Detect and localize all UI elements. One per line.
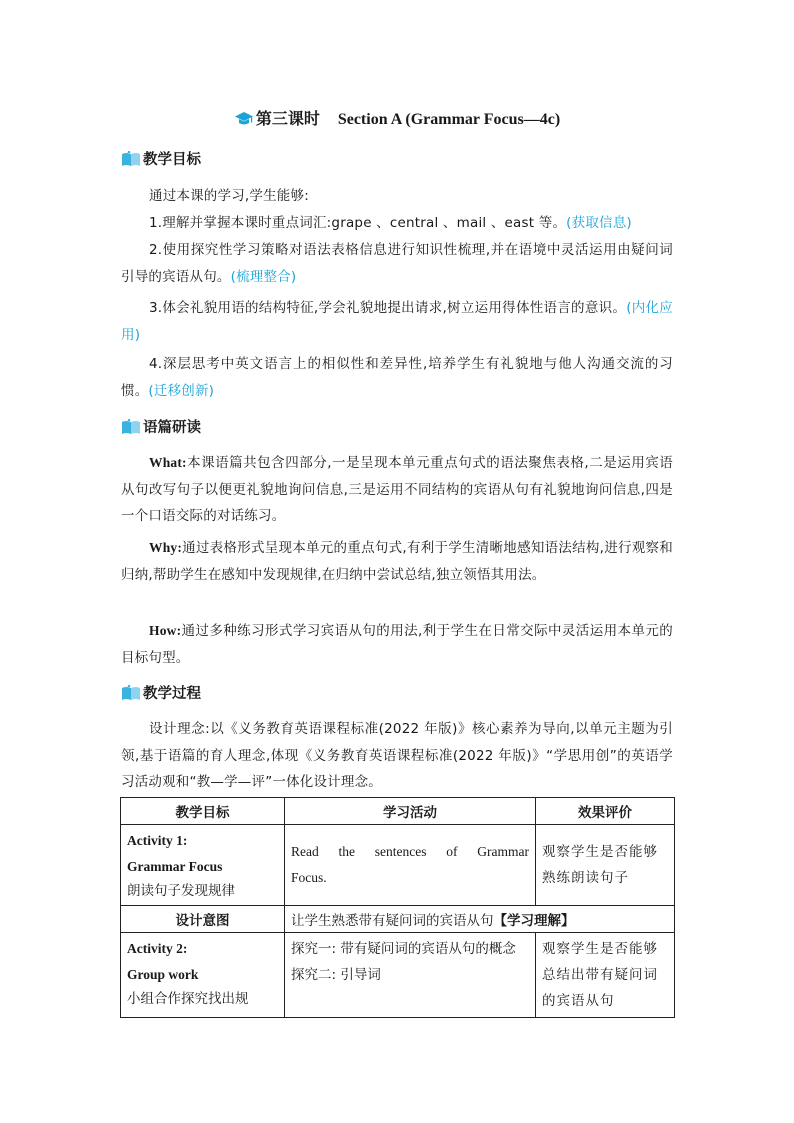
lesson-plan-table: [120, 797, 675, 1018]
what-label: What:: [149, 455, 187, 470]
goal-item-2: 2.使用探究性学习策略对语法表格信息进行知识性梳理,并在语境中灵活运用由疑问词引导的宾语从句。(梳理整合): [121, 242, 673, 285]
header-evaluation: 效果评价: [536, 798, 675, 825]
lesson-number: 第三课时: [255, 111, 320, 128]
section-name: Section A (Grammar Focus—4c): [337, 111, 561, 128]
goal-tag-3: (内化应用): [121, 300, 673, 343]
goal-item-4: 4.深层思考中英文语言上的相似性和差异性,培养学生有礼貌地与他人沟通交流的习惯。(迁移创新): [121, 356, 673, 399]
table-row: [121, 825, 675, 906]
why-label: Why:: [149, 540, 183, 555]
how-label: How:: [149, 623, 182, 638]
goal-tag-1: (获取信息): [566, 215, 632, 231]
process-heading: 教学过程: [121, 682, 201, 703]
reading-heading: 语篇研读: [121, 416, 201, 437]
goal-item-3: 3.体会礼貌用语的结构特征,学会礼貌地提出请求,树立运用得体性语言的意识。(内化应用): [121, 300, 673, 343]
intent-label: 设计意图: [121, 906, 285, 933]
design-concept: 设计理念:以《义务教育英语课程标准(2022 年版)》核心素养为导向,以单元主题为引领,基于语篇的育人理念,体现《义务教育英语课程标准(2022 年版)》“学思用创”的英语学习活动观和“教—学—评”一体化设计理念。: [121, 721, 673, 790]
goal-tag-4: (迁移创新): [148, 382, 215, 399]
table-header-row: [121, 798, 675, 825]
goals-heading: 教学目标: [121, 148, 201, 169]
evaluation-cell: 观察学生是否能够熟练朗读句子: [536, 825, 675, 906]
goals-intro: 通过本课的学习,学生能够:: [149, 188, 309, 204]
intent-tag: 【学习理解】: [493, 913, 575, 929]
goal-item-1: 1.理解并掌握本课时重点词汇:grape 、central 、mail 、east 等。(获取信息): [149, 215, 632, 231]
activity-cell: Activity 2: Group work 小组合作探究找出规: [121, 933, 285, 1018]
table-row: [121, 933, 675, 1018]
table-row: [121, 906, 675, 933]
how-paragraph: How:通过多种练习形式学习宾语从句的用法,利于学生在日常交际中灵活运用本单元的目标句型。: [121, 623, 673, 666]
book-icon: [121, 151, 141, 167]
activity-cell: Activity 1: Grammar Focus 朗读句子发现规律: [121, 825, 285, 906]
header-goal: 教学目标: [121, 798, 285, 825]
lesson-title: [0, 106, 794, 132]
graduation-cap-icon: [234, 111, 254, 132]
evaluation-cell: 观察学生是否能够总结出带有疑问词的宾语从句: [536, 933, 675, 1018]
book-icon: [121, 685, 141, 701]
book-icon: [121, 419, 141, 435]
header-activity: 学习活动: [285, 798, 536, 825]
learning-cell: 探究一: 带有疑问词的宾语从句的概念 探究二: 引导词: [285, 933, 536, 1018]
why-paragraph: Why:通过表格形式呈现本单元的重点句式,有利于学生清晰地感知语法结构,进行观察和归纳,帮助学生在感知中发现规律,在归纳中尝试总结,独立领悟其用法。: [121, 540, 673, 583]
intent-text: 让学生熟悉带有疑问词的宾语从句【学习理解】: [285, 906, 675, 933]
goal-tag-2: (梳理整合): [230, 268, 297, 285]
learning-cell: Read the sentences of Grammar Focus.: [285, 825, 536, 906]
what-paragraph: What:本课语篇共包含四部分,一是呈现本单元重点句式的语法聚焦表格,二是运用宾语从句改写句子以便更礼貌地询问信息,三是运用不同结构的宾语从句有礼貌地询问信息,四是一个口语交际的对话练习。: [121, 455, 673, 524]
